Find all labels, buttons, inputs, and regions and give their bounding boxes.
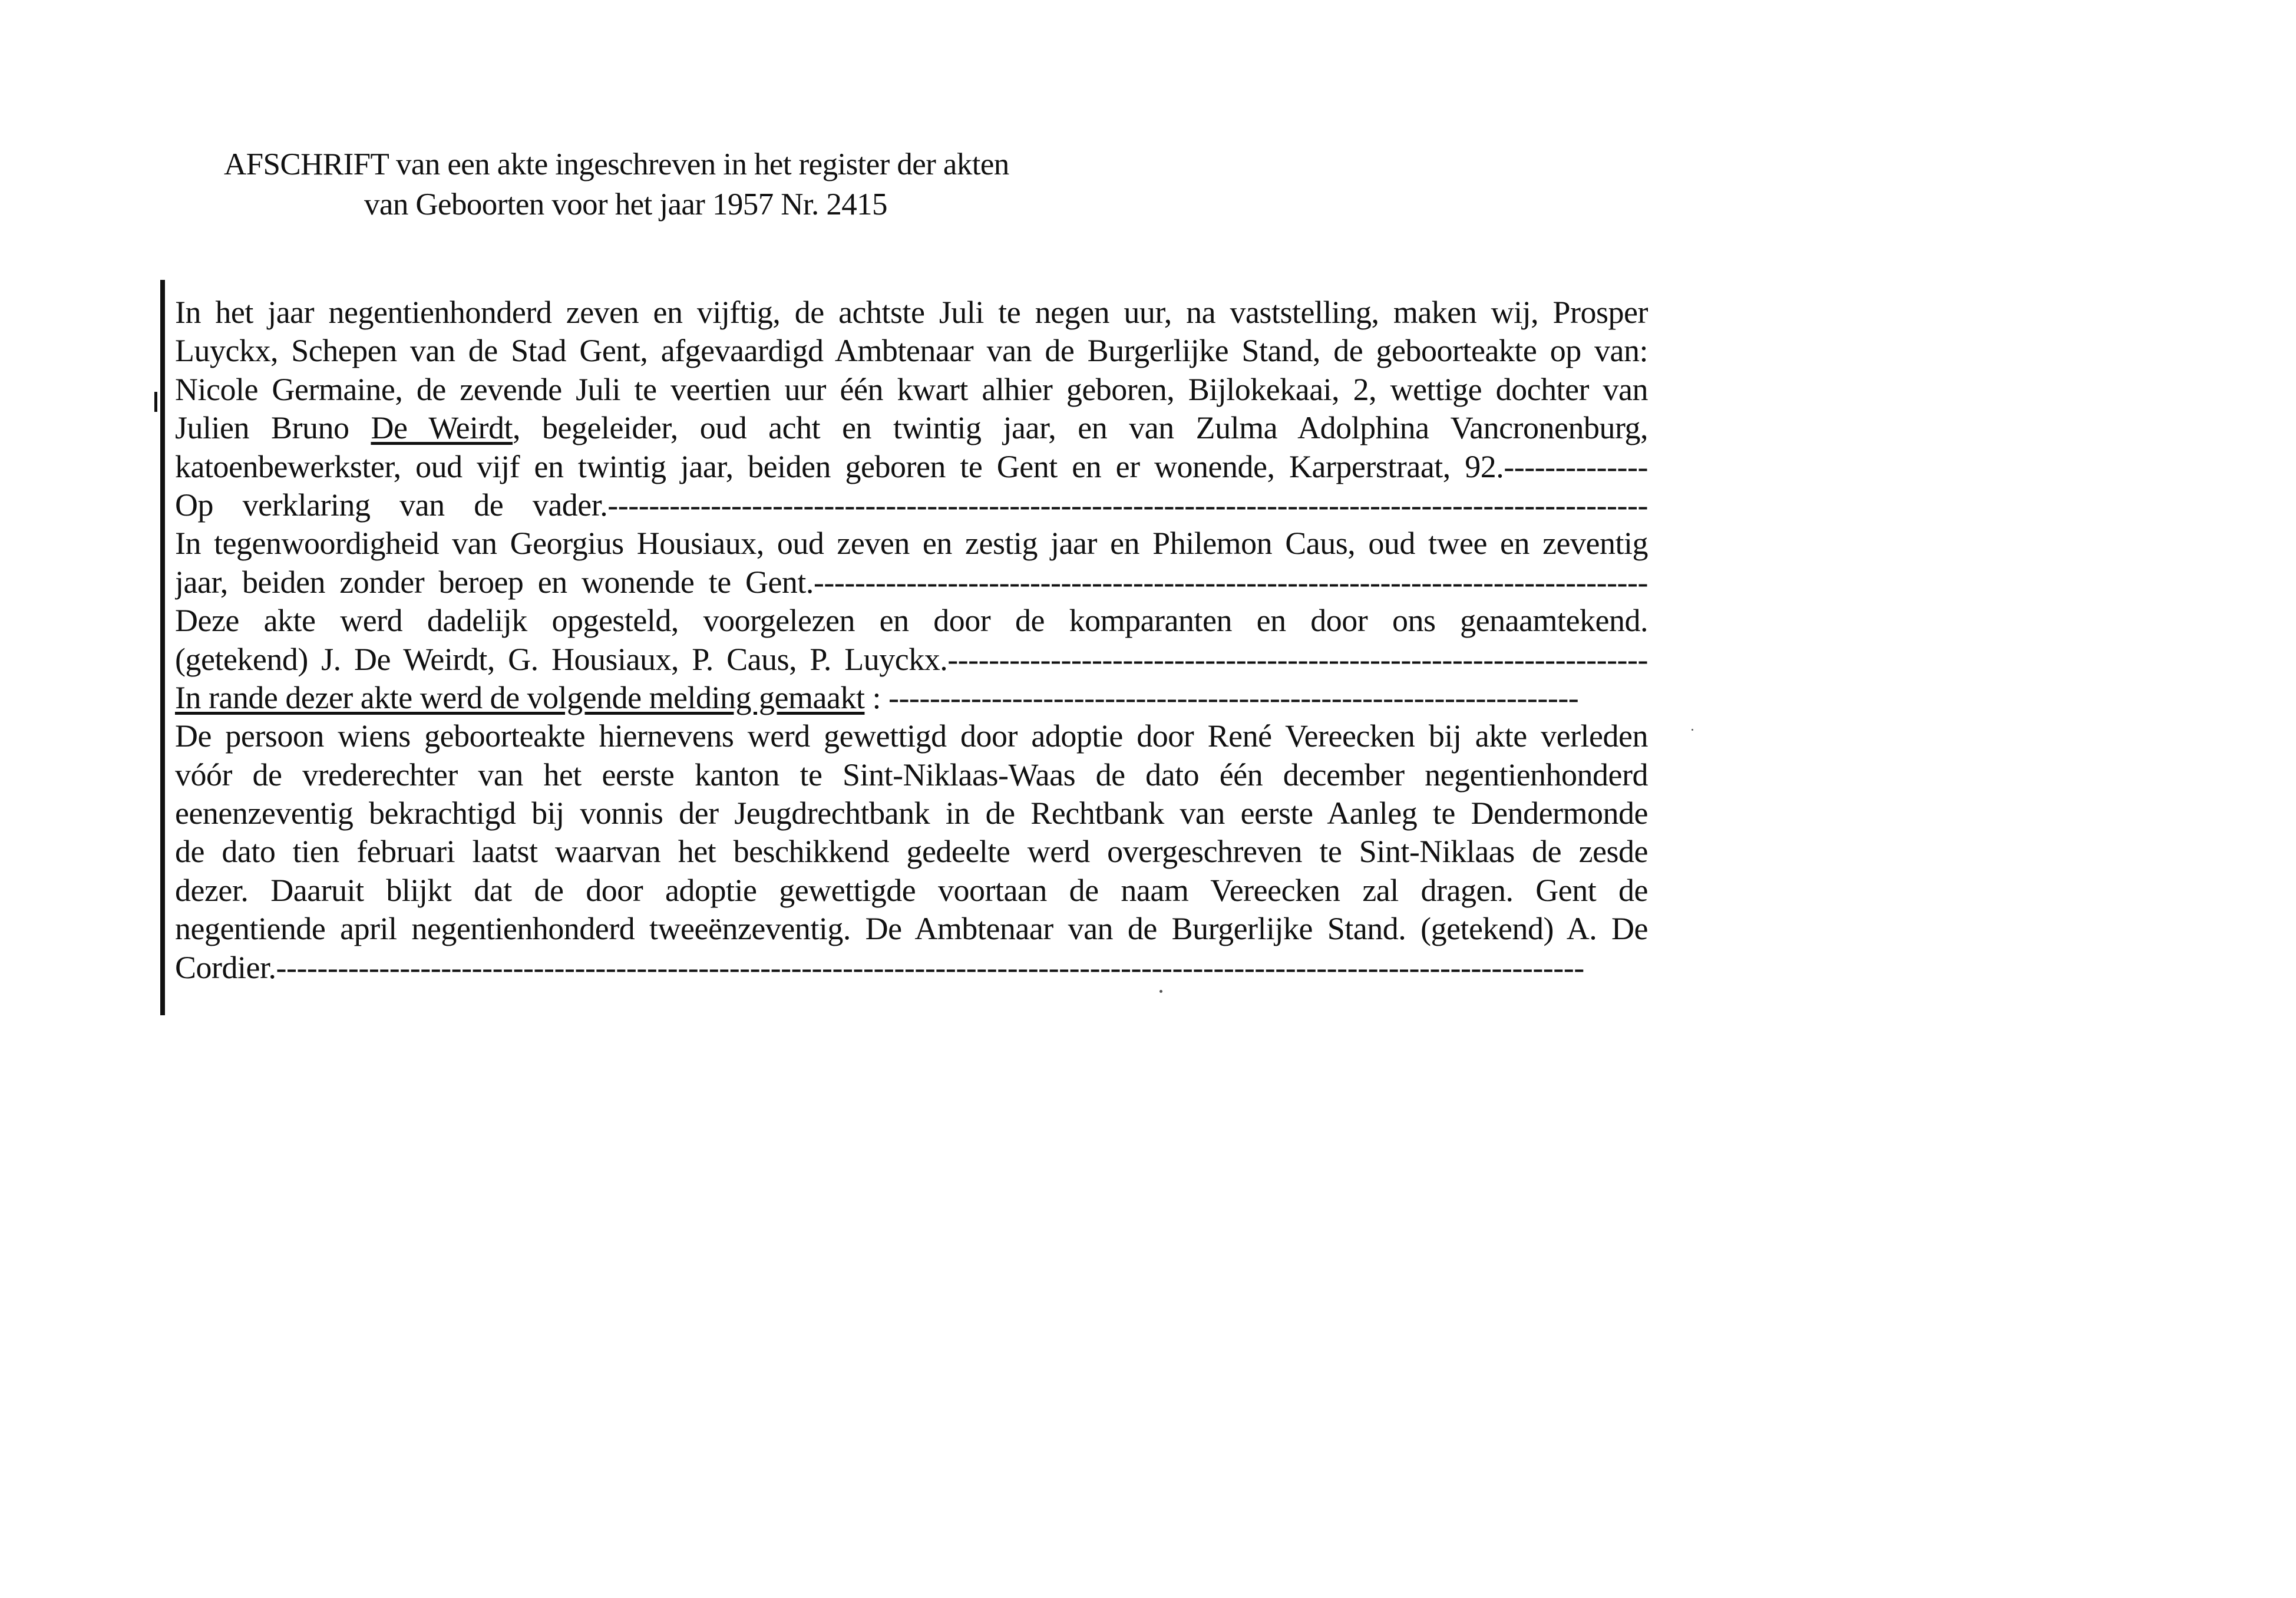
margin-note-heading: In rande dezer akte werd de volgende melding gemaakt [175,679,865,715]
act-line: katoenbewerkster, oud vijf en twintig jaar, beiden geboren te Gent en er wonende, Karperstraat, 92.-------------- [175,448,1648,484]
act-line: Nicole Germaine, de zevende Juli te veertien uur één kwart alhier geboren, Bijlokekaai, 2, wettige dochter van [175,371,1648,407]
header-line-2: van Geboorten voor het jaar 1957 Nr. 2415 [364,187,887,222]
act-line: de dato tien februari laatst waarvan het beschikkend gedeelte werd overgeschreven te Sint-Niklaas de zesde [175,834,1648,870]
act-line: In het jaar negentienhonderd zeven en vijftig, de achtste Juli te negen uur, na vaststelling, maken wij, Prosper [175,295,1648,330]
act-line: De persoon wiens geboorteakte hiernevens werd gewettigd door adoptie door René Vereecken bij akte verleden [175,718,1648,754]
margin-bar [160,280,165,1015]
act-line: Luyckx, Schepen van de Stad Gent, afgevaardigd Ambtenaar van de Burgerlijke Stand, de geboorteakte op van: [175,333,1648,369]
act-line: dezer. Daaruit blijkt dat de door adoptie gewettigde voortaan de naam Vereecken zal dragen. Gent de [175,872,1648,908]
header-line-1: AFSCHRIFT van een akte ingeschreven in het register der akten [224,147,1009,181]
act-line [175,679,1648,717]
act-line-rest: : ------------------------------------------------------------------- [864,679,1579,715]
act-line: Op verklaring van de vader.----------------------------------------------------------------------------------------------------- [175,487,1648,523]
act-line [175,409,1648,447]
father-first-names: Julien Bruno [175,410,349,446]
document-header [224,144,1009,224]
act-line: jaar, beiden zonder beroep en wonende te Gent.--------------------------------------------------------------------------------- [175,564,1648,600]
act-line: In tegenwoordigheid van Georgius Housiaux, oud zeven en zestig jaar en Philemon Caus, oud twee en zeventig [175,526,1648,562]
act-line: Cordier.------------------------------------------------------------------------------------------------------------------------------- [175,949,1584,985]
scan-speck [1159,990,1162,993]
act-line: eenenzeventig bekrachtigd bij vonnis der Jeugdrechtbank in de Rechtbank van eerste Aanleg te Dendermonde [175,795,1648,831]
act-line: (getekend) J. De Weirdt, G. Housiaux, P. Caus, P. Luyckx.-------------------------------------------------------------------- [175,641,1648,677]
act-body [175,293,1648,987]
scan-speck [1692,729,1693,731]
act-line-rest: , begeleider, oud acht en twintig jaar, en van Zulma Adolphina Vancronenburg, [513,410,1648,446]
surname-underlined: De Weirdt [371,410,513,446]
act-line: vóór de vrederechter van het eerste kanton te Sint-Niklaas-Waas de dato één december negentienhonderd [175,757,1648,793]
act-line: negentiende april negentienhonderd tweeënzeventig. De Ambtenaar van de Burgerlijke Stand. (getekend) A. De [175,911,1648,947]
margin-tick [154,392,157,412]
act-line: Deze akte werd dadelijk opgesteld, voorgelezen en door de komparanten en door ons genaamtekend. [175,603,1648,639]
